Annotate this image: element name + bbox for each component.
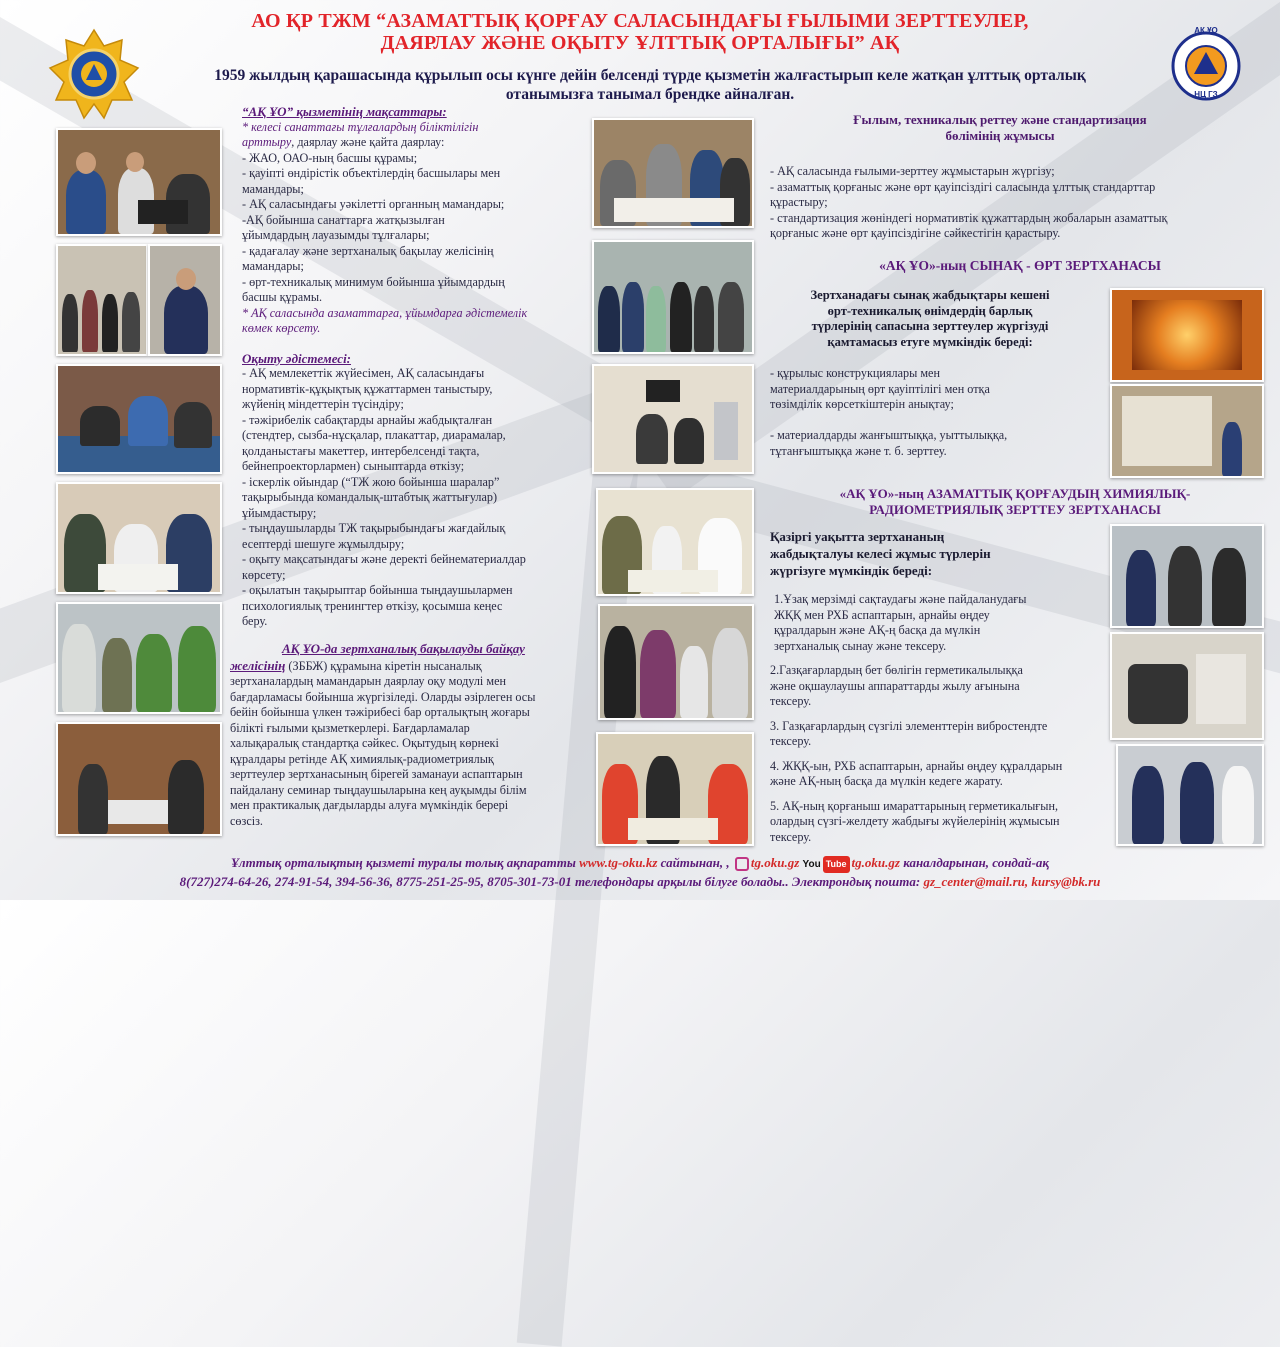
fire-item-line: - құрылыс конструкциялары мен xyxy=(770,366,940,380)
photo-group-hall xyxy=(56,244,148,356)
chem-item-line: олардың сүзгі-желдету жабдығы жүйелерінің жұмысын xyxy=(770,814,1060,828)
lab-first-line xyxy=(230,641,582,658)
chem-lab-header xyxy=(800,486,1230,518)
chem-intro-line: жабдықталуы келесі жұмыс түрлерін xyxy=(770,546,991,561)
chem-intro-line: Қазіргі уақытта зертхананың xyxy=(770,529,945,544)
lab-line: мен практикалық дағдыларды алуға мүмкіндік берері xyxy=(230,798,509,812)
method-item: (стендтер, сызба-нұсқалар, плакаттар, диарамалар, xyxy=(242,428,506,442)
photo-fire-test-chamber xyxy=(1110,384,1264,478)
method-item: - тәжірибелік сабақтарды арнайы жабдықталған xyxy=(242,412,493,427)
emblem-logo-left xyxy=(48,28,140,120)
method-item: беру. xyxy=(242,614,268,628)
chem-item xyxy=(770,663,1110,710)
fire-intro-line: қамтамасыз етуге мүмкіндік береді: xyxy=(827,334,1033,349)
goals-item: -АҚ бойынша санаттарға жатқызылған xyxy=(242,212,445,227)
chem-item-line: ЖҚҚ мен РХБ аспаптарын, арнайы өңдеу xyxy=(774,607,990,622)
lab-bold-2: желісінің xyxy=(230,657,286,673)
chem-item-line: құралдарын және АҚ-ң басқа да мүлкін xyxy=(774,623,981,637)
goals-item: - ЖАО, ОАО-ның басшы құрамы; xyxy=(242,150,418,165)
goals-section xyxy=(242,104,588,630)
science-header-line: Ғылым, техникалық реттеу және стандартизация xyxy=(853,112,1147,127)
science-header-line: бөлімінің жұмысы xyxy=(945,128,1055,143)
science-item: - АҚ саласында ғылыми-зерттеу жұмыстарын жүргізу; xyxy=(770,164,1055,178)
instagram-link[interactable]: tg.oku.gz xyxy=(750,855,800,870)
chem-item xyxy=(770,799,1110,846)
lab-line: бейін бойынша үлкен тәжірибесі бар орталықтың жоғары xyxy=(230,705,530,719)
photo-protective-suits xyxy=(56,602,222,714)
youtube-icon-tube: Tube xyxy=(823,856,850,873)
chem-item-line: және АҚ-ның басқа да мүлкін кедеге жарату. xyxy=(770,774,1003,788)
footer-phones: 8(727)274-64-26, 274-91-54, 394-56-36, 8775-251-25-95, 8705-301-73-01 телефондары арқылы білуге болады.. Электрондық пошта: xyxy=(179,874,924,889)
instagram-icon xyxy=(735,857,749,871)
method-item: - оқыту мақсатындағы және деректі бейнематериалдар xyxy=(242,552,526,566)
science-item: - стандартизация жөніндегі нормативтік құжаттардың жобаларын азаматтық xyxy=(770,210,1168,225)
method-list xyxy=(242,366,588,630)
photo-emergency-team xyxy=(596,732,754,846)
goals-item: - АҚ саласындағы уәкілетті органның мамандары; xyxy=(242,197,505,211)
footer-text: Ұлттық орталықтың қызметі туралы толық ақпаратты xyxy=(230,855,580,870)
photo-mask-fitting xyxy=(598,604,754,720)
method-item: жүйенің міндеттерін түсіндіру; xyxy=(242,397,404,411)
goals-item: мамандары; xyxy=(242,181,304,196)
method-item: нормативтік-құқықтық құжаттармен таныстыру, xyxy=(242,381,493,396)
youtube-icon-you: You xyxy=(802,859,821,870)
footer-text: каналдарынан, сондай-ақ xyxy=(899,855,1050,870)
goals-item: - өрт-техникалық минимум бойынша ұйымдардың xyxy=(242,274,505,289)
youtube-link[interactable]: tg.oku.gz xyxy=(851,855,900,870)
fire-item-line: тұтанғыштыққа және т. б. зерттеу. xyxy=(770,443,947,458)
chem-item xyxy=(770,759,1110,790)
emblem-bottom-text: НЦ ГЗ xyxy=(1194,90,1218,99)
method-item: - іскерлік ойындар (“ТЖ жою бойынша шаралар” xyxy=(242,474,500,489)
goals-intro-line: * келесі санаттағы тұлғалардың біліктілігін xyxy=(242,119,479,134)
chem-lab-intro xyxy=(770,528,1070,579)
photo-chemical-lab-staff xyxy=(1110,524,1264,628)
lab-line: сөзсіз. xyxy=(230,813,263,828)
lab-line: бағдарламасы бойынша жүргізіледі. Оларды әзірлеген осы xyxy=(230,689,536,704)
photo-fire-furnace xyxy=(1110,288,1264,382)
page-subtitle xyxy=(190,66,1110,104)
lab-text-first: (ЗББЖ) құрамына кіретін нысаналық xyxy=(285,658,482,673)
method-item: тақырыбында командалық-штабтық жаттығулар) xyxy=(242,490,498,504)
method-header: Оқыту әдістемесі: xyxy=(242,350,352,366)
chem-intro-line: жүргізуге мүмкіндік береді: xyxy=(770,563,933,578)
lab-line: зертханалардың мамандарын даярлау оқу модулі мен xyxy=(230,674,506,688)
lab-second-line xyxy=(230,658,582,675)
photo-first-aid-training xyxy=(56,364,222,474)
goals-intro-rest: , даярлау және қайта даярлау: xyxy=(291,135,445,149)
fire-lab-item xyxy=(770,428,1090,459)
photo-instructor-device xyxy=(148,244,222,356)
lab-line: пайдалану семинар тыңдаушыларына кең ауқымды білім xyxy=(230,782,527,797)
page-title xyxy=(150,10,1130,54)
method-item: ұйымдастыру; xyxy=(242,505,317,520)
chem-item-line: тексеру. xyxy=(770,694,812,708)
fire-lab-header: «АҚ ҰО»-ның СЫНАҚ - ӨРТ ЗЕРТХАНАСЫ xyxy=(879,258,1161,273)
lab-line: зерттеулер зертханасының бірегей заманауи аспаптарын xyxy=(230,767,523,781)
method-item: бейнепроекторлармен) сыныптарда өткізу; xyxy=(242,459,465,473)
chem-item-line: зертханалық сынау және тексеру. xyxy=(774,638,947,653)
email-links[interactable]: gz_center@mail.ru, kursy@bk.ru xyxy=(923,874,1101,889)
fire-lab-item xyxy=(770,366,1090,413)
science-header xyxy=(800,112,1200,144)
emblem-top-text: АҚ ҰО xyxy=(1194,26,1218,35)
goals-item: мамандары; xyxy=(242,259,304,273)
photo-classroom-laptops xyxy=(56,128,222,236)
method-item: - АҚ мемлекеттік жүйесімен, АҚ саласындағы xyxy=(242,366,485,380)
goals-item: - қадағалау және зертханалық бақылау желісінің xyxy=(242,243,494,258)
method-item: көрсету; xyxy=(242,567,286,582)
photo-gas-mask-exercise xyxy=(56,482,222,594)
method-item: - оқылатын тақырыптар бойынша тыңдаушылармен xyxy=(242,583,513,597)
subtitle-line-1: 1959 жылдың қарашасында құрылып осы күнге дейін белсенді түрде қызметін жалғастырып келе жатқан ұлттық орталық xyxy=(214,67,1086,84)
title-line-2: ДАЯРЛАУ ЖӘНЕ ОҚЫТУ ҰЛТТЫҚ ОРТАЛЫҒЫ” АҚ xyxy=(380,32,900,54)
fire-item-line: - материалдарды жанғыштыққа, уыттылыққа, xyxy=(770,428,1008,442)
chem-item-line: тексеру. xyxy=(770,734,812,748)
science-item: құрастыру; xyxy=(770,195,828,209)
lab-paragraph xyxy=(230,674,582,829)
subtitle-line-2: отанымызға танымал брендке айналған. xyxy=(505,86,795,103)
goals-outro-line: көмек көрсету. xyxy=(242,321,321,335)
chem-header-line: РАДИОМЕТРИЯЛЫҚ ЗЕРТТЕУ ЗЕРТХАНАСЫ xyxy=(869,502,1161,517)
lab-bold-1: АҚ ҰО-да зертханалық бақылауды байқау xyxy=(282,641,525,656)
photo-lecture-room xyxy=(592,364,754,474)
chem-header-line: «АҚ ҰО»-ның АЗАМАТТЫҚ ҚОРҒАУДЫҢ ХИМИЯЛЫҚ- xyxy=(839,486,1191,501)
chem-item-line: 2.Газқағарлардың бет бөлігін герметикалылыққа xyxy=(770,663,1023,677)
fire-item-line: төзімділік көрсеткіштерін анықтау; xyxy=(770,397,954,411)
lab-line: құралдары ретінде АҚ химиялық-радиометриялық xyxy=(230,751,494,766)
footer-text: сайтынан, , xyxy=(660,855,733,870)
goals-item: басшы құрамы. xyxy=(242,290,323,304)
science-item: - азаматтық қорғаныс және өрт қауіпсіздігі саласында ұлттық стандарттар xyxy=(770,179,1156,194)
lab-network-section xyxy=(230,641,582,829)
photo-workshop-table xyxy=(592,118,754,228)
photo-map-exercise xyxy=(596,488,754,596)
fire-intro-line: Зертханадағы сынақ жабдықтары кешені xyxy=(810,288,1050,302)
footer-line-2 xyxy=(20,873,1260,890)
chem-item-line: және оқшаулаушы аппараттарды жылу ағынына xyxy=(770,678,1020,693)
photo-lab-equipment xyxy=(1110,632,1264,740)
footer-line-1 xyxy=(20,854,1260,873)
goals-intro-line xyxy=(242,135,588,151)
fire-intro-line: түрлерінің сапасына зерттеулер жүргізуді xyxy=(811,319,1049,333)
title-line-1: АО ҚР ТЖМ “АЗАМАТТЫҚ ҚОРҒАУ САЛАСЫНДАҒЫ ҒЫЛЫМИ ЗЕРТТЕУЛЕР, xyxy=(251,10,1029,32)
chem-item-line: 4. ЖҚҚ-ын, РХБ аспаптарын, арнайы өңдеу құралдарын xyxy=(770,758,1063,773)
goals-header: “АҚ ҰО” қызметінің мақсаттары: xyxy=(242,104,447,119)
method-item: психологиялық тренингтер өткізу, қосымша кеңес xyxy=(242,598,503,613)
goals-intro-emphasis: арттыру xyxy=(242,135,292,149)
method-item: есептерді шешуге жұмылдыру; xyxy=(242,536,405,551)
photo-rescue-training xyxy=(56,722,222,836)
chem-item xyxy=(770,592,1110,654)
goals-item: ұйымдардың лауазымды тұлғалары; xyxy=(242,228,430,242)
method-item: - тыңдаушыларды ТЖ тақырыбындағы жағдайлық xyxy=(242,521,506,535)
lab-line: білікті ғылыми қызметкерлері. Бағдарламалар xyxy=(230,720,470,735)
goals-item: - қауіпті өндірістік объектілердің басшылары мен xyxy=(242,166,501,180)
science-item: қорғаныс және өрт қауіпсіздігіне сәйкестігін қарастыру. xyxy=(770,226,1061,240)
fire-item-line: материалдарының өрт қауіптілігі мен отқа xyxy=(770,381,990,396)
method-item: қолданыстағы макеттер, интербелсенді тақта, xyxy=(242,443,480,458)
science-list xyxy=(770,164,1250,242)
fire-intro-line: өрт-техникалық өнімдердің барлық xyxy=(827,303,1033,318)
chem-item-line: 3. Газқағарлардың сүзгілі элементтерін вибростендте xyxy=(770,718,1048,733)
emblem-logo-right xyxy=(1170,26,1242,112)
photo-lab-measurement xyxy=(1116,744,1264,846)
chem-lab-list xyxy=(770,592,1110,854)
chem-item-line: 5. АҚ-ның қорғаныш имараттарының герметикалығын, xyxy=(770,798,1059,813)
chem-item-line: 1.Ұзақ мерзімді сақтаудағы және пайдаланудағы xyxy=(774,592,1027,606)
chem-item xyxy=(770,719,1110,750)
lab-line: халықаралық стандартқа сәйкес. Оқытудың көрнекі xyxy=(230,736,499,750)
goals-list xyxy=(242,151,588,306)
chem-item-line: тексеру. xyxy=(770,829,812,844)
photo-outdoor-group xyxy=(592,240,754,354)
fire-lab-intro xyxy=(770,288,1090,350)
footer-contacts xyxy=(20,854,1260,890)
goals-outro-line: * АҚ саласында азаматтарға, ұйымдарға әдістемелік xyxy=(242,305,528,320)
website-link[interactable]: www.tg-oku.kz xyxy=(579,855,661,870)
